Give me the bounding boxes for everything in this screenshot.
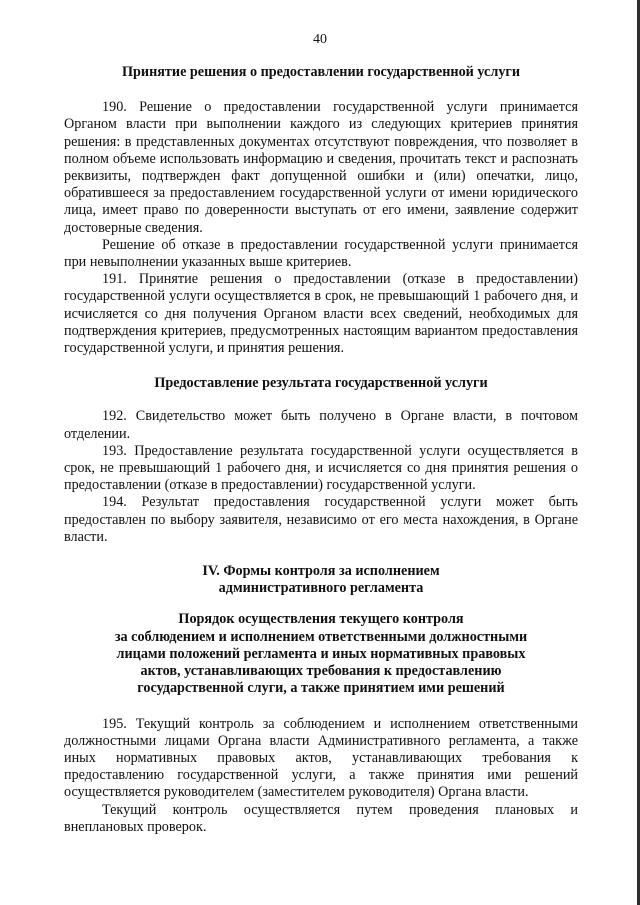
paragraph-193: 193. Предоставление результата государственной услуги осуществляется в срок, не превышающий 1 рабочего дня, и исчисляется со дня принятия решения о предоставлении (отказе в предоставлении) государственной услуги. [64,442,578,494]
section-heading-line: за соблюдением и исполнением ответственными должностными [114,628,528,645]
paragraph-current-control: Текущий контроль осуществляется путем проведения плановых и внеплановых проверок. [64,801,578,835]
paragraph-194: 194. Результат предоставления государственной услуги может быть предоставлен по выбору заявителя, независимо от его места нахождения, в Органе власти. [64,494,578,545]
paragraph-refusal: Решение об отказе в предоставлении государственной услуги принимается при невыполнении указанных выше критериев. [64,236,578,271]
section-heading-line: государственной слуги, а также принятием ими решений [137,680,505,697]
document-body [64,60,578,836]
section-heading-current-control [64,611,578,697]
section-heading-line: лицами положений регламента и иных нормативных правовых [116,645,526,662]
page-number: 40 [313,32,327,47]
section-heading-line: актов, устанавливающих требования к предоставлению [140,663,502,680]
paragraph-195: 195. Текущий контроль за соблюдением и исполнением ответственными должностными лицами Органа власти Административного регламента, а также иных нормативных правовых актов, устанавливающих требования к предоставлению государственной услуги, а также принятия ими решений осуществляется руководителем (заместителем руководителя) Органа власти. [64,715,578,801]
paragraph-190: 190. Решение о предоставлении государственной услуги принимается Органом власти при выполнении каждого из следующих критериев принятия решения: в представленных документах отсутствуют повреждения, что позволяет в полном объеме использовать информацию и сведения, прочитать текст и распознать реквизиты, подтвержден факт допущенной ошибки и (или) опечатки, лицо, обратившееся за предоставлением государственной услуги от имени юридического лица, имеет право по доверенности выступать от его имени, заявление содержит достоверные сведения. [64,99,578,236]
section-heading-decision: Принятие решения о предоставлении государственной услуги [121,64,521,80]
chapter-heading-line: административного регламента [218,580,424,597]
chapter-heading-line: IV. Формы контроля за исполнением [202,563,440,580]
paragraph-192: 192. Свидетельство может быть получено в Органе власти, в почтовом отделении. [64,408,578,442]
chapter-heading-iv [64,563,578,597]
section-heading-line: Порядок осуществления текущего контроля [178,611,464,628]
paragraph-191: 191. Принятие решения о предоставлении (отказе в предоставлении) государственной услуги осуществляется в срок, не превышающий 1 рабочего дня, и исчисляется со дня получения Органом власти всех сведений, необходимых для подтверждения критериев, предусмотренных настоящим вариантом предоставления государственной услуги, и принятия решения. [64,271,578,357]
section-heading-result: Предоставление результата государственной услуги [154,375,488,392]
